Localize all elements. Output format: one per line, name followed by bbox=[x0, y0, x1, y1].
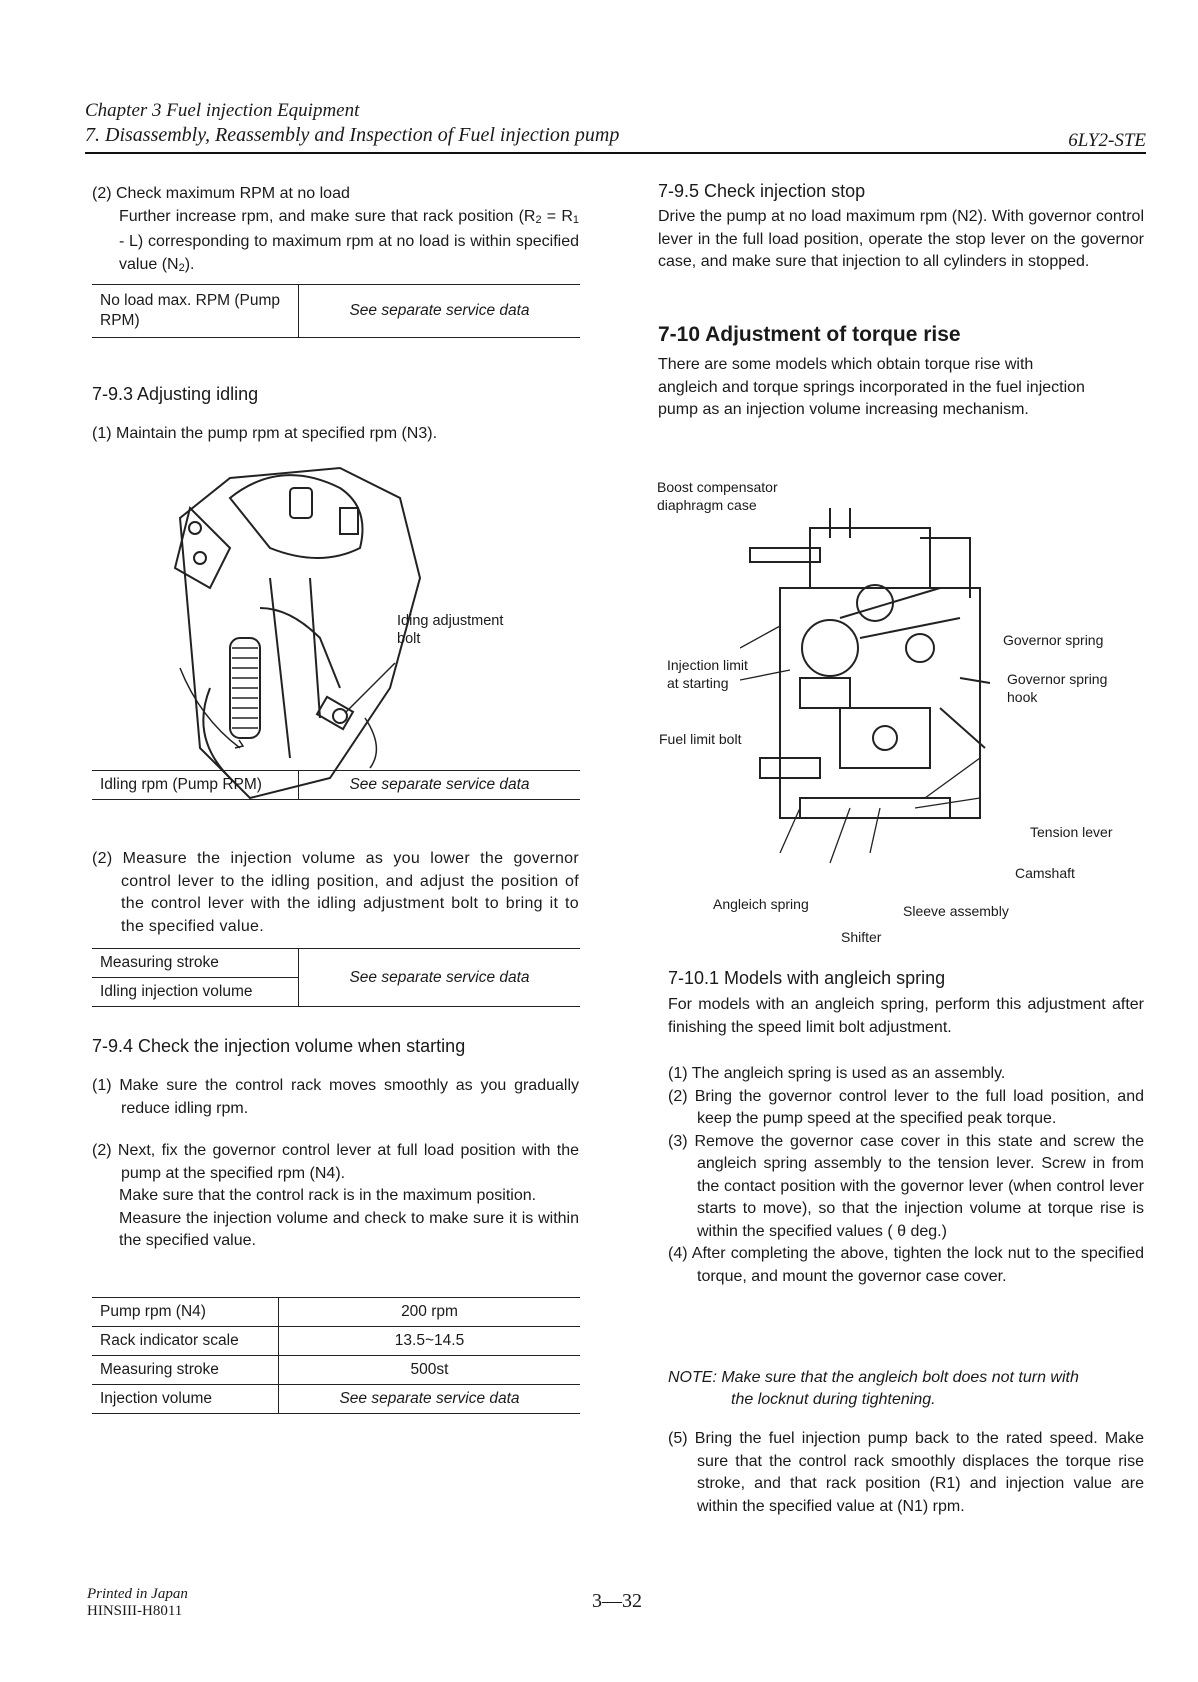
table-label: No load max. RPM (Pump RPM) bbox=[92, 285, 299, 338]
leader-shifter bbox=[830, 808, 850, 863]
table-label: Injection volume bbox=[92, 1385, 279, 1414]
heading-7-10-1: 7-10.1 Models with angleich spring bbox=[668, 968, 946, 988]
label-sleeve-assembly: Sleeve assembly bbox=[903, 903, 1009, 919]
table-label: Idling injection volume bbox=[92, 978, 299, 1007]
step-item bbox=[668, 1086, 1144, 1131]
heading-7-9-3: 7-9.3 Adjusting idling bbox=[92, 384, 259, 404]
step-item bbox=[668, 1063, 1144, 1086]
note-locknut bbox=[668, 1367, 1148, 1411]
subscript: 2 bbox=[535, 213, 542, 226]
step-5 bbox=[668, 1428, 1144, 1518]
item-starting-2a: (2) Next, fix the governor control lever at full load position with the pump at the specified rpm (N4). bbox=[92, 1142, 579, 1182]
header-rule bbox=[85, 152, 1146, 154]
text-b: = R bbox=[541, 207, 573, 225]
item-starting-2b: Make sure that the control rack is in the maximum position. bbox=[119, 1187, 537, 1204]
text-c: - L) corresponding to maximum rpm at no load is within specified value (N bbox=[119, 233, 579, 273]
item-starting-1: (1) Make sure the control rack moves smoothly as you gradually reduce idling rpm. bbox=[92, 1077, 579, 1117]
item-body: Measure the injection volume as you lower the governor control lever to the idling position, and adjust the position of the control lever with the idling adjustment bolt to bring it to the specified value. bbox=[121, 850, 579, 935]
item-body bbox=[92, 206, 579, 280]
para-text: For models with an angleich spring, perform this adjustment after finishing the speed limit bolt adjustment. bbox=[668, 996, 1144, 1036]
label-boost-compensator bbox=[657, 478, 778, 514]
spec-table-idling-volume bbox=[92, 948, 580, 1007]
boost-case bbox=[810, 528, 930, 588]
table-value: See separate service data bbox=[299, 949, 581, 1007]
label-line: diaphragm case bbox=[657, 497, 757, 513]
table-value: 200 rpm bbox=[279, 1298, 581, 1327]
step-text: The angleich spring is used as an assembly. bbox=[691, 1065, 1006, 1082]
governor-figure bbox=[740, 508, 995, 868]
step-text: Bring the fuel injection pump back to the rated speed. Make sure that the control rack smoothly displaces the torque rise stroke, and that rack position (R1) and injection value are within the specified value at (N1) rpm. bbox=[694, 1430, 1144, 1515]
item-maintain-rpm: (1) Maintain the pump rpm at specified rpm (N3). bbox=[92, 425, 438, 442]
steps-list bbox=[668, 1063, 1144, 1288]
table-value: See separate service data bbox=[299, 285, 581, 338]
item-num: (2) bbox=[92, 850, 113, 867]
table-value: 13.5~14.5 bbox=[279, 1327, 581, 1356]
label-angleich-spring: Angleich spring bbox=[713, 896, 809, 912]
para-text: There are some models which obtain torque rise with angleich and torque springs incorporated in the fuel injection pump as an injection volume increasing mechanism. bbox=[658, 356, 1085, 418]
leader-angleich bbox=[780, 808, 800, 853]
step-text: Bring the governor control lever to the full load position, and keep the pump speed at the specified peak torque. bbox=[694, 1087, 1144, 1127]
step-num: (4) bbox=[668, 1245, 688, 1262]
label-governor-spring-hook bbox=[1007, 670, 1107, 706]
label-tension-lever: Tension lever bbox=[1030, 824, 1113, 840]
label-shifter: Shifter bbox=[841, 929, 882, 945]
item-label: (2) Check maximum RPM at no load bbox=[92, 185, 350, 202]
table-value: 500st bbox=[279, 1356, 581, 1385]
label-line: at starting bbox=[667, 675, 729, 691]
leader-line bbox=[345, 663, 395, 713]
step-num: (2) bbox=[668, 1087, 688, 1105]
camshaft bbox=[800, 798, 950, 818]
label-camshaft: Camshaft bbox=[1015, 865, 1075, 881]
leader-tension bbox=[925, 758, 980, 798]
para-angleich bbox=[668, 994, 1144, 1039]
idling-bolt-label bbox=[397, 612, 527, 648]
label-line: Boost compensator bbox=[657, 479, 778, 495]
step-num: (1) bbox=[668, 1065, 688, 1082]
label-governor-spring: Governor spring bbox=[1003, 632, 1104, 648]
chapter-title: Chapter 3 Fuel injection Equipment bbox=[85, 100, 360, 121]
governor-housing bbox=[780, 588, 980, 818]
label-line: Governor spring bbox=[1007, 671, 1108, 687]
step-num: (5) bbox=[668, 1430, 688, 1447]
item-check-max-rpm bbox=[92, 183, 579, 279]
subscript: 1 bbox=[572, 213, 579, 226]
leader-sleeve bbox=[870, 808, 880, 853]
label-fuel-limit-bolt: Fuel limit bolt bbox=[659, 731, 742, 747]
note-line: NOTE: Make sure that the angleich bolt does not turn with bbox=[668, 1369, 1079, 1386]
table-label: Measuring stroke bbox=[92, 949, 299, 978]
table-label: Pump rpm (N4) bbox=[92, 1298, 279, 1327]
idling-bolt bbox=[317, 697, 353, 729]
item-measure-injection bbox=[92, 848, 579, 938]
heading-7-9-4: 7-9.4 Check the injection volume when starting bbox=[92, 1036, 466, 1056]
spec-table-starting bbox=[92, 1297, 580, 1414]
step-item bbox=[668, 1131, 1144, 1244]
subscript: 2 bbox=[178, 261, 185, 274]
printed-in: Printed in Japan bbox=[87, 1586, 188, 1602]
page-number: 3—32 bbox=[592, 1590, 642, 1612]
item-text bbox=[92, 848, 579, 938]
step-item bbox=[668, 1428, 1144, 1518]
label-text: Iding adjustment bolt bbox=[397, 613, 504, 647]
doc-code: HINSIII-H8011 bbox=[87, 1603, 183, 1619]
step-text: After completing the above, tighten the lock nut to the specified torque, and mount the governor case cover. bbox=[691, 1245, 1145, 1285]
idling-adjustment-figure bbox=[170, 458, 430, 808]
label-injection-limit bbox=[667, 656, 748, 692]
label-line: Injection limit bbox=[667, 657, 748, 673]
items-starting bbox=[92, 1075, 579, 1253]
spec-table-no-load bbox=[92, 284, 580, 338]
model-code: 6LY2-STE bbox=[1068, 130, 1146, 151]
note-line: the locknut during tightening. bbox=[731, 1391, 936, 1408]
text-a: Further increase rpm, and make sure that rack position (R bbox=[119, 207, 536, 225]
leader-camshaft bbox=[915, 798, 980, 808]
heading-7-9-5: 7-9.5 Check injection stop bbox=[658, 181, 866, 201]
injection-limit-circle bbox=[802, 620, 858, 676]
step-item bbox=[668, 1243, 1144, 1288]
para-torque-rise bbox=[658, 354, 1088, 422]
spec-table-idling-rpm bbox=[92, 770, 580, 800]
section-title: 7. Disassembly, Reassembly and Inspection of Fuel injection pump bbox=[85, 124, 620, 146]
table-value: See separate service data bbox=[299, 771, 581, 800]
leader-injection-limit bbox=[740, 626, 780, 648]
heading-7-10: 7-10 Adjustment of torque rise bbox=[658, 323, 961, 346]
table-label: Rack indicator scale bbox=[92, 1327, 279, 1356]
text-d: ). bbox=[184, 255, 195, 273]
para-text: Drive the pump at no load maximum rpm (N2). With governor control lever in the full load position, operate the stop lever on the governor case, and make sure that injection to all cylinders in stopped. bbox=[658, 208, 1144, 270]
label-line: hook bbox=[1007, 689, 1038, 705]
step-text: Remove the governor case cover in this state and screw the angleich spring assembly to the tension lever. Screw in from the contact position with the governor lever (when control lever starts to move), so that the injection volume at torque rise is within the specified values ( θ deg.) bbox=[694, 1132, 1144, 1240]
step-num: (3) bbox=[668, 1132, 688, 1150]
item-starting-2c: Measure the injection volume and check to make sure it is within the specified value. bbox=[119, 1209, 579, 1249]
table-label: Idling rpm (Pump RPM) bbox=[92, 771, 299, 800]
table-value: See separate service data bbox=[279, 1385, 581, 1414]
para-injection-stop bbox=[658, 206, 1144, 274]
table-label: Measuring stroke bbox=[92, 1356, 279, 1385]
